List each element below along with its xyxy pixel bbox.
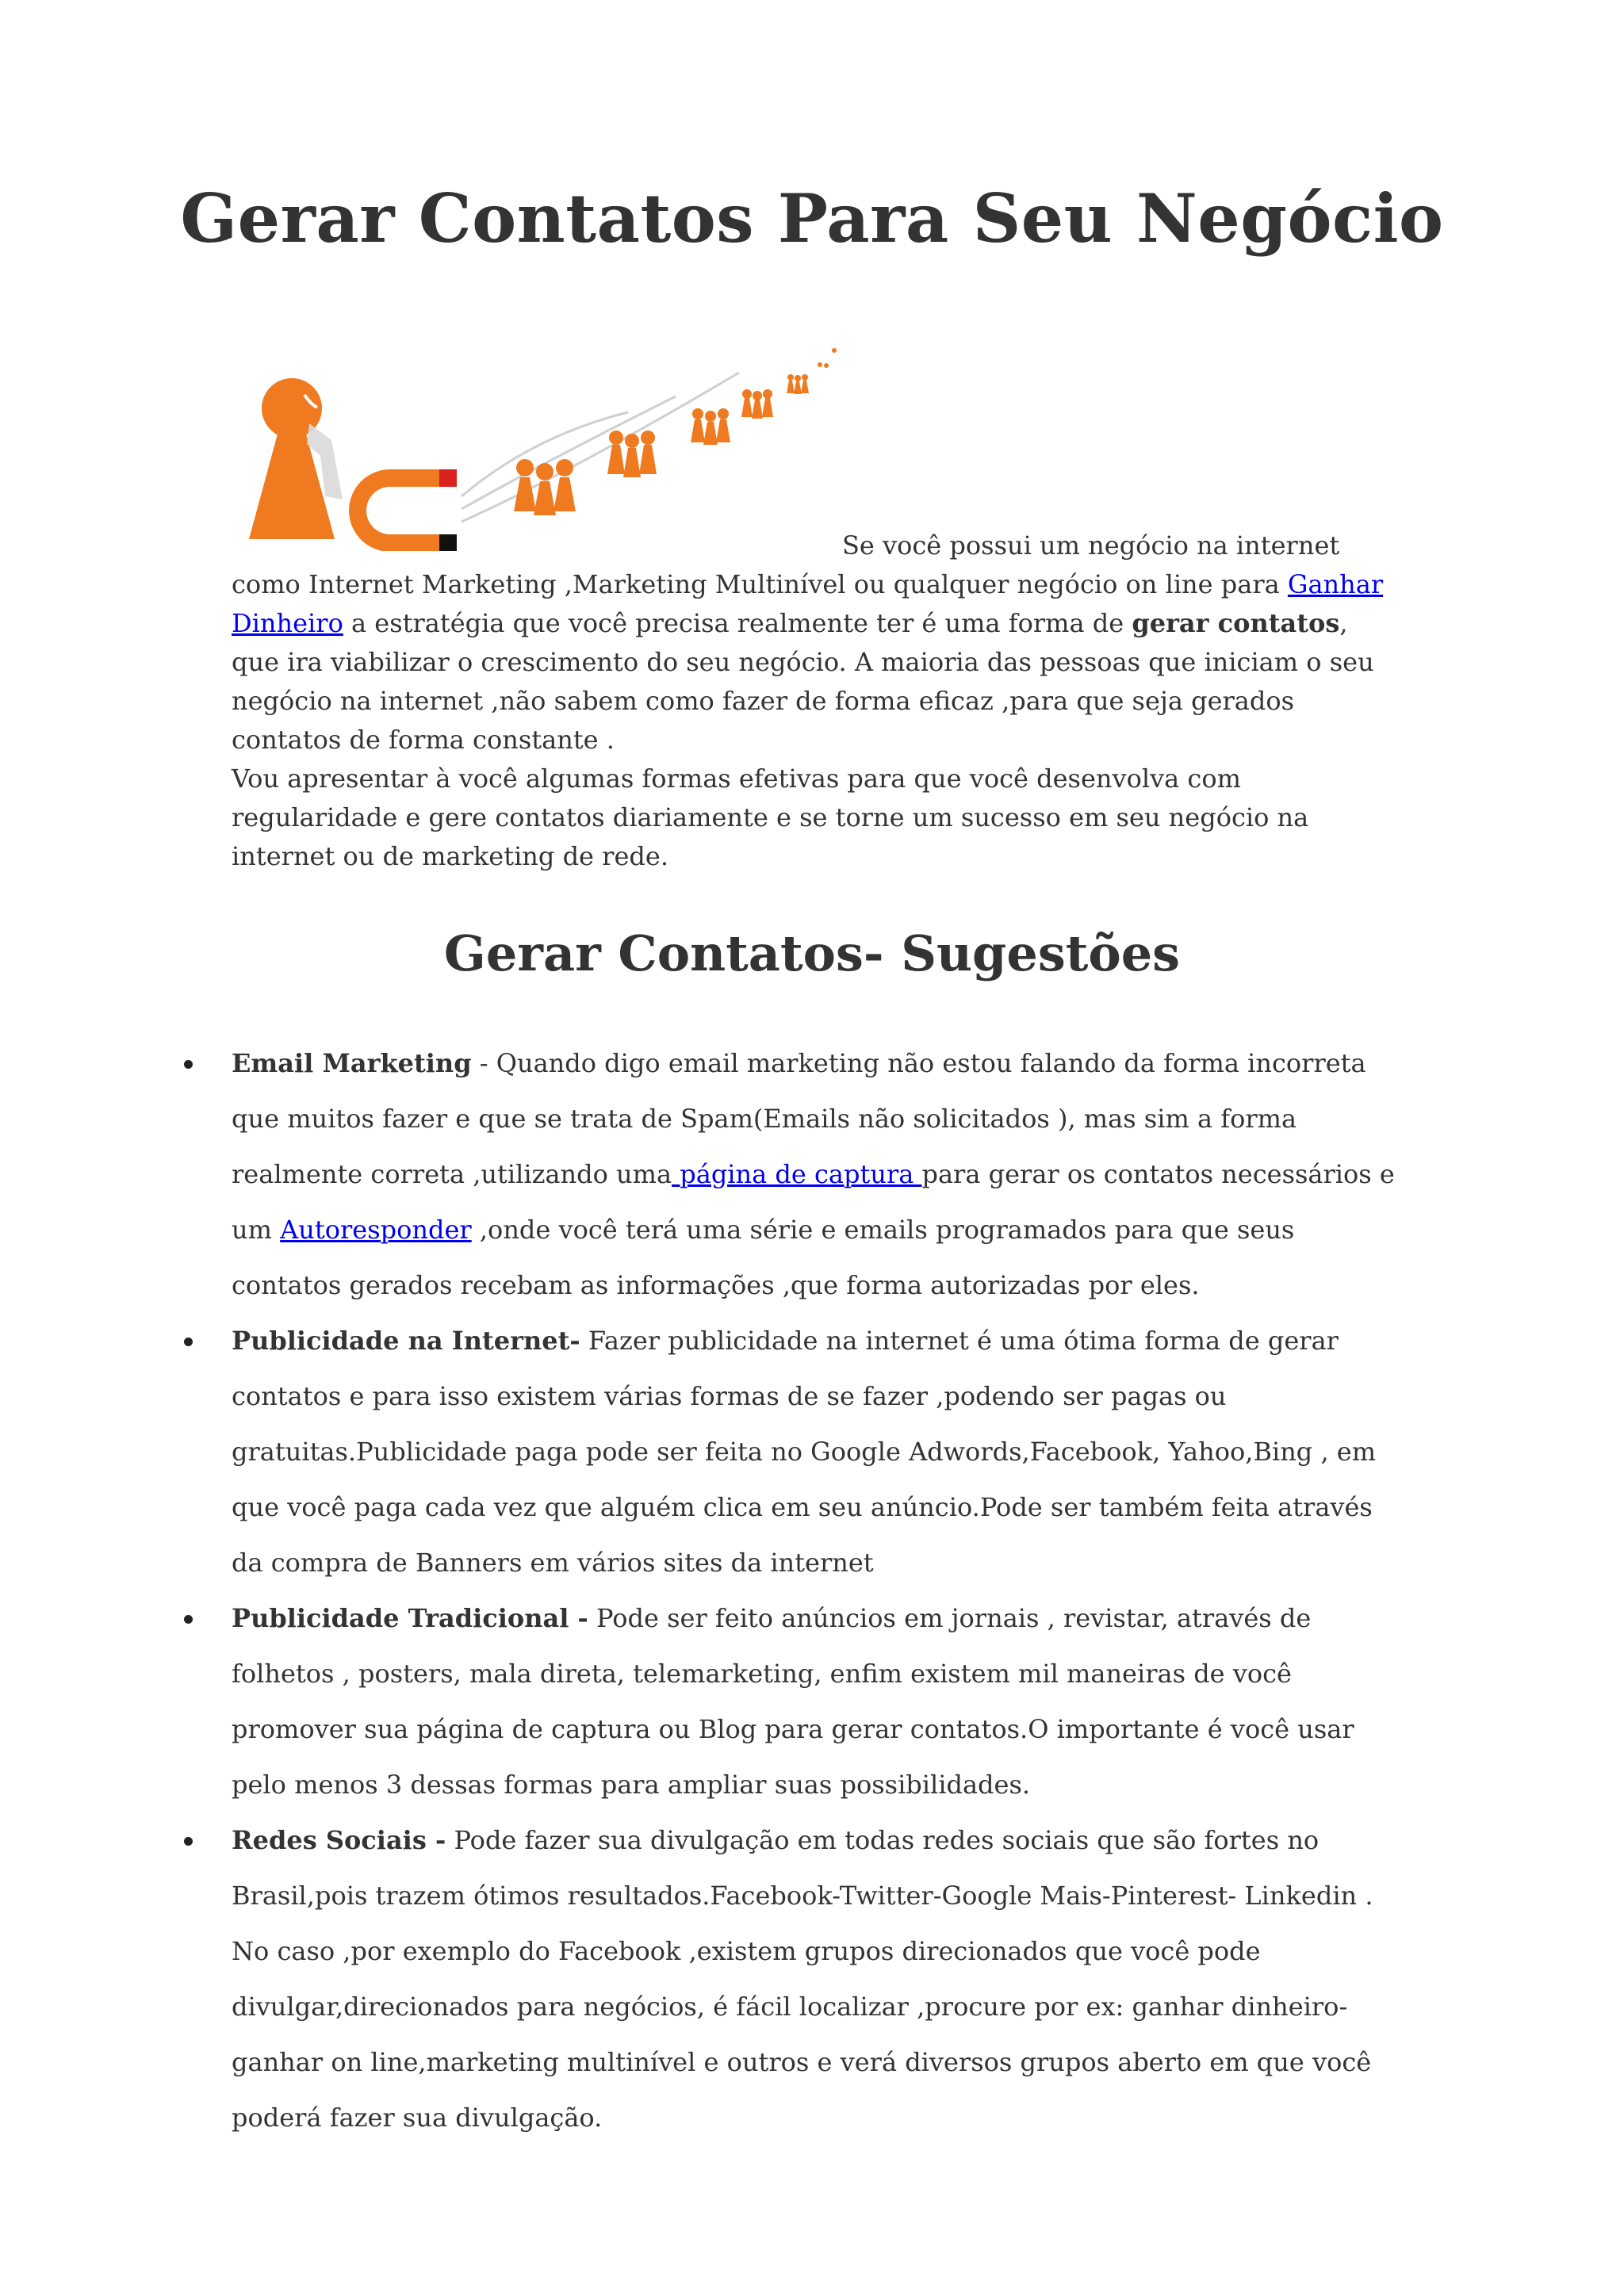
second-paragraph: Vou apresentar à você algumas formas efetivas para que você desenvolva com regularidade e gere contatos diariamente e se torne um sucesso em seu negócio na internet ou de marketing de rede. — [232, 763, 1309, 871]
intro-paragraph — [232, 526, 1391, 760]
intro-text-2: a estratégia que você precisa realmente ter é uma forma de — [343, 608, 1132, 638]
suggestions-list — [232, 1035, 1397, 2145]
link-pagina-de-captura[interactable]: página de captura — [672, 1159, 922, 1189]
person-orange-icon — [249, 378, 343, 539]
list-item-title: Publicidade na Internet- — [232, 1326, 580, 1356]
intro-text-3: , que ira viabilizar o crescimento do seu negócio. A maioria das pessoas que iniciam o seu negócio na internet ,não sabem como fazer de forma eficaz ,para que seja gerados contatos de forma constante . — [232, 608, 1374, 755]
intro-text-1: Se você possui um negócio na internet como Internet Marketing ,Marketing Multinível ou qualquer negócio on line para — [232, 530, 1340, 599]
list-item-title: Publicidade Tradicional - — [232, 1603, 588, 1633]
link-ganhar-dinheiro[interactable]: Ganhar Dinheiro — [232, 569, 1384, 638]
people-group-icon — [514, 348, 837, 515]
list-item-text: para gerar os contatos necessários e um — [232, 1159, 1395, 1245]
hero-image — [232, 341, 847, 551]
page-title: Gerar Contatos Para Seu Negócio — [180, 179, 1444, 258]
list-item-text: Pode fazer sua divulgação em todas redes sociais que são fortes no Brasil,pois trazem ótimos resultados.Facebook-Twitter-Google Mais-Pinterest- Linkedin . No caso ,por exemplo do Facebook ,existem grupos direcionados que você pode divulgar,direcionados para negócios, é fácil localizar ,procure por ex: ganhar dinheiro-ganhar on line,marketing multinível e outros e verá diversos grupos aberto em que você poderá fazer sua divulgação. — [232, 1825, 1373, 2133]
intro-bold-gerar-contatos: gerar contatos — [1132, 608, 1340, 638]
link-autoresponder[interactable]: Autoresponder — [280, 1215, 472, 1245]
list-item-text: - Quando digo email marketing não estou falando da forma incorreta que muitos fazer e que se trata de Spam(Emails não solicitados ), mas sim a forma realmente correta ,utilizando uma — [232, 1048, 1366, 1189]
list-item-text: Fazer publicidade na internet é uma ótima forma de gerar contatos e para isso existem várias formas de se fazer ,podendo ser pagas ou gratuitas.Publicidade paga pode ser feita no Google Adwords,Facebook, Yahoo,Bing , em que você paga cada vez que alguém clica em seu anúncio.Pode ser também feita através da compra de Banners em vários sites da internet — [232, 1326, 1377, 1578]
list-item-publicidade-tradicional — [232, 1590, 1397, 1812]
list-item-publicidade-internet — [232, 1313, 1397, 1590]
section-title: Gerar Contatos- Sugestões — [443, 924, 1181, 982]
list-item-text: ,onde você terá uma série e emails programados para que seus contatos gerados recebam as informações ,que forma autorizadas por eles. — [232, 1215, 1295, 1300]
attraction-lines — [462, 373, 739, 522]
list-item-title: Email Marketing — [232, 1048, 472, 1078]
list-item-title: Redes Sociais - — [232, 1825, 446, 1855]
list-item-email-marketing — [232, 1035, 1397, 1313]
list-item-redes-sociais — [232, 1812, 1397, 2145]
list-item-text: Pode ser feito anúncios em jornais , revistar, através de folhetos , posters, mala direta, telemarketing, enfim existem mil maneiras de você promover sua página de captura ou Blog para gerar contatos.O importante é você usar pelo menos 3 dessas formas para ampliar suas possibilidades. — [232, 1603, 1354, 1800]
